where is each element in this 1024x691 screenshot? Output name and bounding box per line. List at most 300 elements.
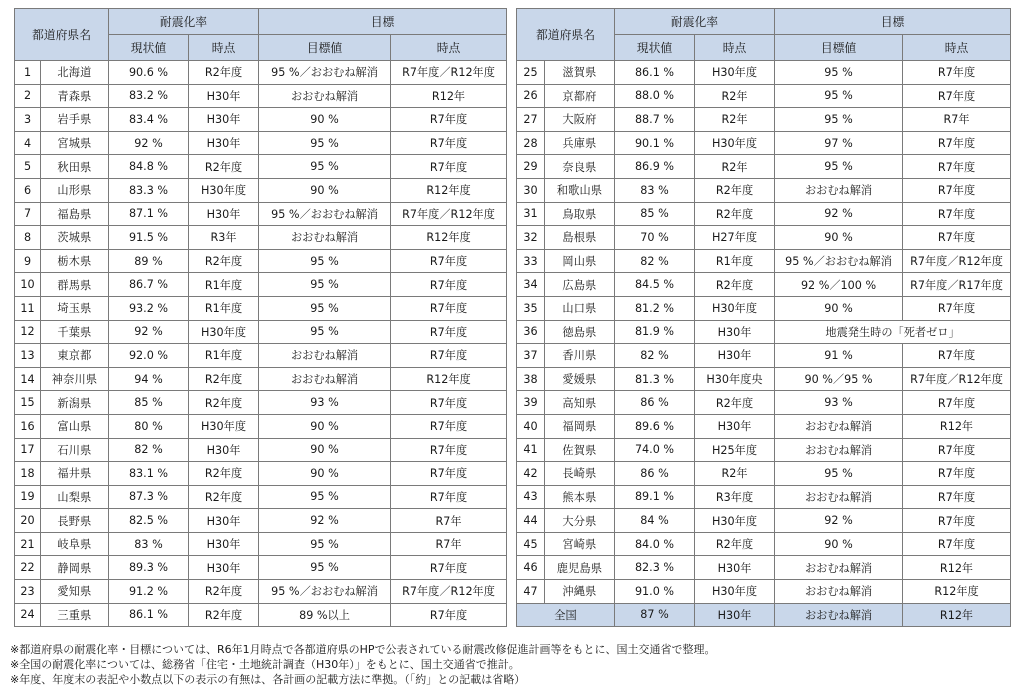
header-time: 時点 (695, 35, 775, 61)
current-time: H30年度 (189, 178, 259, 202)
current-rate: 80 % (109, 414, 189, 438)
row-number: 36 (517, 320, 545, 344)
target-time: R7年度／R12年度 (903, 367, 1011, 391)
target-time: R7年度 (391, 485, 507, 509)
table-row (517, 84, 1011, 108)
target-time: R7年度 (903, 391, 1011, 415)
target-time: R12年度 (391, 178, 507, 202)
table-row (15, 509, 507, 533)
row-number: 15 (15, 391, 41, 415)
prefecture-name: 福井県 (41, 462, 109, 486)
current-time: R2年 (695, 108, 775, 132)
row-number: 27 (517, 108, 545, 132)
current-rate: 89.3 % (109, 556, 189, 580)
table-row (15, 580, 507, 604)
current-rate: 83.1 % (109, 462, 189, 486)
row-number: 37 (517, 344, 545, 368)
current-time: R2年度 (695, 178, 775, 202)
current-rate: 74.0 % (615, 438, 695, 462)
current-rate: 87.1 % (109, 202, 189, 226)
target-value: 90 % (259, 462, 391, 486)
header-target: 目標 (259, 9, 507, 35)
target-time: R7年度 (903, 509, 1011, 533)
current-rate: 92 % (109, 320, 189, 344)
target-value: 95 % (259, 273, 391, 297)
target-time: R7年度 (903, 344, 1011, 368)
prefecture-name: 島根県 (545, 226, 615, 250)
target-value: 95 % (259, 320, 391, 344)
current-time: R2年度 (695, 202, 775, 226)
current-time: H30年度央 (695, 367, 775, 391)
target-value: 90 % (775, 296, 903, 320)
current-time: R2年度 (189, 485, 259, 509)
current-rate: 81.2 % (615, 296, 695, 320)
total-label: 全国 (517, 603, 615, 627)
current-time: R2年度 (189, 249, 259, 273)
table-row (15, 296, 507, 320)
row-number: 8 (15, 226, 41, 250)
current-rate: 88.0 % (615, 84, 695, 108)
prefecture-name: 岡山県 (545, 249, 615, 273)
target-value: 91 % (775, 344, 903, 368)
target-value: 93 % (259, 391, 391, 415)
current-time: H30年 (695, 556, 775, 580)
row-number: 26 (517, 84, 545, 108)
table-row (517, 155, 1011, 179)
row-number: 32 (517, 226, 545, 250)
current-time: R2年 (695, 462, 775, 486)
row-number: 4 (15, 131, 41, 155)
current-time: R2年度 (189, 61, 259, 85)
row-number: 6 (15, 178, 41, 202)
target-time: R7年 (391, 509, 507, 533)
target-value: おおむね解消 (259, 84, 391, 108)
target-time: R7年度 (391, 131, 507, 155)
current-rate: 90.6 % (109, 61, 189, 85)
prefecture-name: 長野県 (41, 509, 109, 533)
current-time: H30年 (189, 509, 259, 533)
prefecture-name: 神奈川県 (41, 367, 109, 391)
prefecture-name: 兵庫県 (545, 131, 615, 155)
target-value: おおむね解消 (259, 226, 391, 250)
table-row (15, 414, 507, 438)
prefecture-name: 和歌山県 (545, 178, 615, 202)
prefecture-name: 宮城県 (41, 131, 109, 155)
header-target-time: 時点 (903, 35, 1011, 61)
footnotes (10, 642, 716, 688)
target-time: R7年度／R12年度 (903, 249, 1011, 273)
table-row (15, 391, 507, 415)
table-row (15, 249, 507, 273)
target-time: R7年度 (903, 131, 1011, 155)
current-time: R2年度 (695, 391, 775, 415)
table-row (517, 202, 1011, 226)
total-row (517, 603, 1011, 627)
table-row (517, 438, 1011, 462)
current-time: H30年度 (695, 580, 775, 604)
current-rate: 86.7 % (109, 273, 189, 297)
current-time: R1年度 (189, 344, 259, 368)
row-number: 34 (517, 273, 545, 297)
prefecture-name: 三重県 (41, 603, 109, 627)
row-number: 13 (15, 344, 41, 368)
target-value: 95 % (775, 108, 903, 132)
current-time: H30年度 (695, 61, 775, 85)
table-row (15, 367, 507, 391)
current-time: R2年度 (189, 391, 259, 415)
row-number: 16 (15, 414, 41, 438)
target-value: 90 %／95 % (775, 367, 903, 391)
total-current-rate: 87 % (615, 603, 695, 627)
current-time: R2年度 (695, 273, 775, 297)
current-time: H30年 (189, 84, 259, 108)
current-rate: 86.1 % (615, 61, 695, 85)
target-time: R7年度 (903, 296, 1011, 320)
target-time: R7年度 (903, 84, 1011, 108)
table-row (517, 462, 1011, 486)
target-time: R12年度 (391, 226, 507, 250)
target-time: R7年度 (391, 296, 507, 320)
current-time: H30年度 (695, 131, 775, 155)
prefecture-name: 大阪府 (545, 108, 615, 132)
current-time: H25年度 (695, 438, 775, 462)
table-row (15, 532, 507, 556)
target-time: R7年度 (391, 438, 507, 462)
current-rate: 91.0 % (615, 580, 695, 604)
header-pref: 都道府県名 (15, 9, 109, 61)
target-time: R7年度 (903, 178, 1011, 202)
header-target-value: 目標値 (775, 35, 903, 61)
row-number: 14 (15, 367, 41, 391)
prefecture-name: 鳥取県 (545, 202, 615, 226)
prefecture-name: 徳島県 (545, 320, 615, 344)
header-time: 時点 (189, 35, 259, 61)
table-row (517, 178, 1011, 202)
prefecture-name: 沖縄県 (545, 580, 615, 604)
prefecture-name: 滋賀県 (545, 61, 615, 85)
current-rate: 91.2 % (109, 580, 189, 604)
current-rate: 83 % (615, 178, 695, 202)
target-value: 95 % (259, 532, 391, 556)
target-time: R7年度 (903, 202, 1011, 226)
table-row (15, 61, 507, 85)
target-merged: 地震発生時の「死者ゼロ」 (775, 320, 1011, 344)
target-time: R12年度 (903, 580, 1011, 604)
target-time: R7年度 (391, 462, 507, 486)
header-target-time: 時点 (391, 35, 507, 61)
target-value: 95 % (775, 155, 903, 179)
target-time: R7年度 (903, 485, 1011, 509)
current-rate: 81.9 % (615, 320, 695, 344)
row-number: 29 (517, 155, 545, 179)
footnote: ※年度、年度末の表記や小数点以下の表示の有無は、各計画の記載方法に準拠。（「約」との記載は省略） (10, 673, 526, 687)
row-number: 41 (517, 438, 545, 462)
target-time: R7年度 (391, 603, 507, 627)
row-number: 25 (517, 61, 545, 85)
current-rate: 82.5 % (109, 509, 189, 533)
current-rate: 85 % (615, 202, 695, 226)
target-value: 89 %以上 (259, 603, 391, 627)
target-value: 95 % (259, 556, 391, 580)
target-value: 90 % (259, 178, 391, 202)
table-row (517, 485, 1011, 509)
current-rate: 82 % (615, 344, 695, 368)
target-value: 95 % (259, 131, 391, 155)
current-rate: 86 % (615, 391, 695, 415)
row-number: 33 (517, 249, 545, 273)
prefecture-name: 茨城県 (41, 226, 109, 250)
prefecture-name: 福岡県 (545, 414, 615, 438)
row-number: 46 (517, 556, 545, 580)
target-value: 95 % (259, 249, 391, 273)
target-value: おおむね解消 (259, 367, 391, 391)
footnote: ※都道府県の耐震化率・目標については、R6年1月時点で各都道府県のHPで公表されている耐震改修促進計画等をもとに、国土交通省で整理。 (10, 643, 716, 656)
current-time: R2年度 (189, 367, 259, 391)
table-row (517, 226, 1011, 250)
prefecture-name: 宮崎県 (545, 532, 615, 556)
table-row (15, 438, 507, 462)
current-rate: 82 % (615, 249, 695, 273)
row-number: 12 (15, 320, 41, 344)
target-time: R7年度 (903, 226, 1011, 250)
row-number: 42 (517, 462, 545, 486)
target-time: R7年度 (391, 108, 507, 132)
total-target-time: R12年 (903, 603, 1011, 627)
header-current: 現状値 (109, 35, 189, 61)
prefecture-name: 北海道 (41, 61, 109, 85)
header-pref: 都道府県名 (517, 9, 615, 61)
current-time: R2年度 (189, 155, 259, 179)
target-value: 95 % (775, 462, 903, 486)
table-row (15, 485, 507, 509)
row-number: 44 (517, 509, 545, 533)
table-row (517, 61, 1011, 85)
table-row (15, 226, 507, 250)
current-rate: 92.0 % (109, 344, 189, 368)
prefecture-name: 静岡県 (41, 556, 109, 580)
current-time: H30年度 (189, 320, 259, 344)
current-time: R2年 (695, 155, 775, 179)
current-time: H30年 (695, 344, 775, 368)
row-number: 18 (15, 462, 41, 486)
prefecture-name: 山形県 (41, 178, 109, 202)
current-rate: 94 % (109, 367, 189, 391)
prefecture-name: 佐賀県 (545, 438, 615, 462)
current-rate: 84.5 % (615, 273, 695, 297)
row-number: 43 (517, 485, 545, 509)
row-number: 30 (517, 178, 545, 202)
table-left (14, 8, 507, 627)
current-time: R2年度 (189, 462, 259, 486)
target-time: R7年度／R17年度 (903, 273, 1011, 297)
target-time: R7年度 (903, 438, 1011, 462)
total-target-value: おおむね解消 (775, 603, 903, 627)
row-number: 21 (15, 532, 41, 556)
target-value: 95 %／おおむね解消 (259, 580, 391, 604)
target-value: 90 % (259, 414, 391, 438)
table-row (517, 556, 1011, 580)
header-current: 現状値 (615, 35, 695, 61)
row-number: 31 (517, 202, 545, 226)
table-row (15, 462, 507, 486)
prefecture-name: 熊本県 (545, 485, 615, 509)
row-number: 7 (15, 202, 41, 226)
current-time: H30年 (189, 532, 259, 556)
header-target: 目標 (775, 9, 1011, 35)
table-row (517, 131, 1011, 155)
row-number: 19 (15, 485, 41, 509)
table-row (15, 202, 507, 226)
target-value: 90 % (259, 108, 391, 132)
target-value: おおむね解消 (259, 344, 391, 368)
target-value: 95 %／おおむね解消 (259, 202, 391, 226)
target-time: R7年度 (391, 320, 507, 344)
target-time: R7年度 (391, 414, 507, 438)
current-rate: 83.4 % (109, 108, 189, 132)
current-rate: 92 % (109, 131, 189, 155)
row-number: 1 (15, 61, 41, 85)
current-time: H30年度 (695, 296, 775, 320)
target-time: R7年度／R12年度 (391, 61, 507, 85)
current-time: R3年度 (695, 485, 775, 509)
current-time: R2年度 (695, 532, 775, 556)
header-rate: 耐震化率 (615, 9, 775, 35)
prefecture-name: 新潟県 (41, 391, 109, 415)
current-time: H30年 (189, 131, 259, 155)
current-rate: 90.1 % (615, 131, 695, 155)
prefecture-name: 岩手県 (41, 108, 109, 132)
current-rate: 70 % (615, 226, 695, 250)
target-value: 95 % (259, 296, 391, 320)
prefecture-name: 埼玉県 (41, 296, 109, 320)
table-row (517, 273, 1011, 297)
table-row (517, 344, 1011, 368)
current-rate: 87.3 % (109, 485, 189, 509)
prefecture-name: 京都府 (545, 84, 615, 108)
row-number: 28 (517, 131, 545, 155)
target-time: R7年度 (391, 249, 507, 273)
current-time: R1年度 (695, 249, 775, 273)
prefecture-name: 石川県 (41, 438, 109, 462)
target-value: おおむね解消 (775, 556, 903, 580)
table-row (15, 108, 507, 132)
target-time: R7年度 (391, 391, 507, 415)
current-time: R1年度 (189, 296, 259, 320)
current-time: H30年 (189, 108, 259, 132)
table-row (517, 532, 1011, 556)
table-row (15, 556, 507, 580)
target-time: R7年度 (391, 155, 507, 179)
row-number: 20 (15, 509, 41, 533)
row-number: 3 (15, 108, 41, 132)
target-time: R7年 (391, 532, 507, 556)
current-time: R2年度 (189, 580, 259, 604)
prefecture-name: 高知県 (545, 391, 615, 415)
prefecture-name: 愛知県 (41, 580, 109, 604)
table-row (517, 296, 1011, 320)
prefecture-name: 栃木県 (41, 249, 109, 273)
table-row (15, 344, 507, 368)
table-row (517, 108, 1011, 132)
prefecture-name: 山口県 (545, 296, 615, 320)
row-number: 35 (517, 296, 545, 320)
prefecture-name: 岐阜県 (41, 532, 109, 556)
prefecture-name: 福島県 (41, 202, 109, 226)
row-number: 2 (15, 84, 41, 108)
table-row (15, 273, 507, 297)
current-rate: 89.6 % (615, 414, 695, 438)
row-number: 9 (15, 249, 41, 273)
footnote: ※全国の耐震化率については、総務省「住宅・土地統計調査（H30年）」をもとに、国土交通省で推計。 (10, 658, 520, 672)
current-time: R1年度 (189, 273, 259, 297)
current-rate: 89 % (109, 249, 189, 273)
target-time: R7年度 (391, 273, 507, 297)
current-rate: 84.0 % (615, 532, 695, 556)
table-row (15, 603, 507, 627)
target-time: R7年度 (903, 155, 1011, 179)
header-target-value: 目標値 (259, 35, 391, 61)
target-value: おおむね解消 (775, 438, 903, 462)
target-value: 90 % (775, 226, 903, 250)
table-row (15, 84, 507, 108)
current-time: H30年 (189, 438, 259, 462)
prefecture-name: 青森県 (41, 84, 109, 108)
current-rate: 86.1 % (109, 603, 189, 627)
row-number: 11 (15, 296, 41, 320)
target-value: 97 % (775, 131, 903, 155)
target-value: 92 % (775, 202, 903, 226)
target-time: R7年度／R12年度 (391, 580, 507, 604)
current-time: H30年 (189, 202, 259, 226)
target-value: おおむね解消 (775, 178, 903, 202)
target-time: R7年 (903, 108, 1011, 132)
table-row (15, 131, 507, 155)
target-value: 95 %／おおむね解消 (259, 61, 391, 85)
current-rate: 83.2 % (109, 84, 189, 108)
target-time: R7年度 (391, 556, 507, 580)
target-value: 95 % (775, 61, 903, 85)
current-rate: 83.3 % (109, 178, 189, 202)
target-value: 92 %／100 % (775, 273, 903, 297)
current-rate: 89.1 % (615, 485, 695, 509)
table-row (517, 509, 1011, 533)
table-row (517, 414, 1011, 438)
table-row (15, 155, 507, 179)
current-time: R2年 (695, 84, 775, 108)
table-row (15, 178, 507, 202)
target-value: おおむね解消 (775, 414, 903, 438)
current-rate: 85 % (109, 391, 189, 415)
target-time: R7年度 (903, 462, 1011, 486)
current-rate: 91.5 % (109, 226, 189, 250)
row-number: 40 (517, 414, 545, 438)
current-rate: 82.3 % (615, 556, 695, 580)
current-rate: 83 % (109, 532, 189, 556)
row-number: 47 (517, 580, 545, 604)
target-value: おおむね解消 (775, 580, 903, 604)
current-time: H30年 (189, 556, 259, 580)
target-time: R12年 (903, 414, 1011, 438)
prefecture-name: 大分県 (545, 509, 615, 533)
prefecture-name: 広島県 (545, 273, 615, 297)
prefecture-name: 長崎県 (545, 462, 615, 486)
current-rate: 84.8 % (109, 155, 189, 179)
table-row (517, 320, 1011, 344)
current-rate: 88.7 % (615, 108, 695, 132)
table-row (517, 249, 1011, 273)
header-rate: 耐震化率 (109, 9, 259, 35)
prefecture-name: 東京都 (41, 344, 109, 368)
